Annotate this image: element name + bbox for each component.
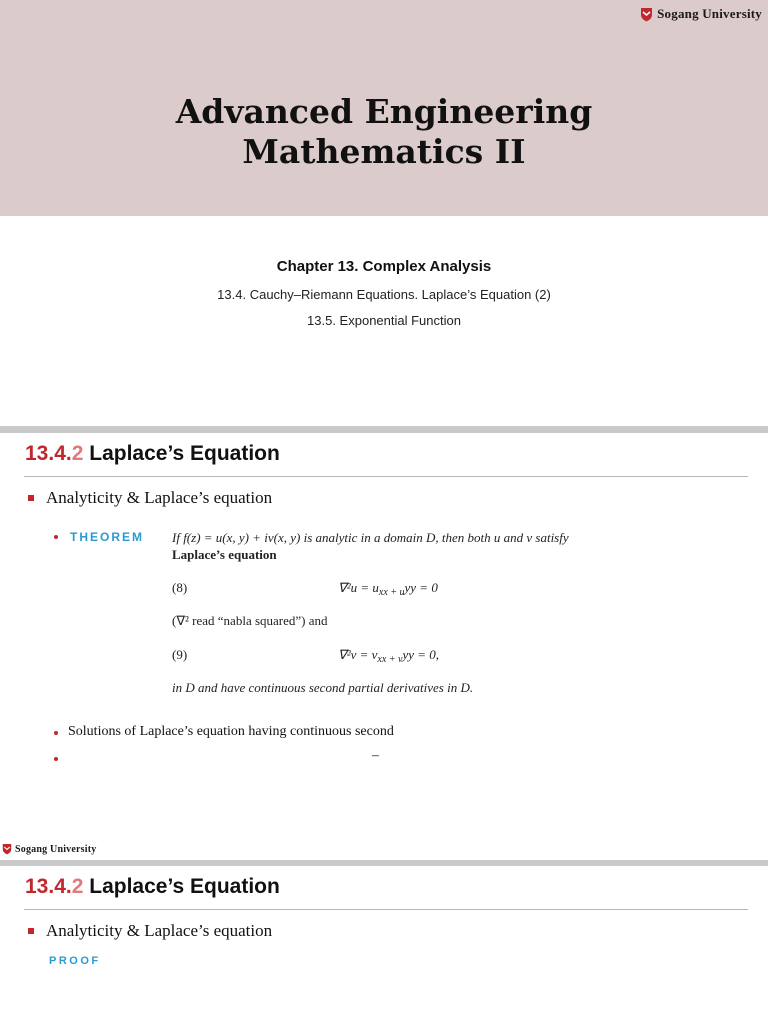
slide-separator (0, 860, 768, 866)
sub-bullet-dot (54, 757, 58, 761)
nabla-note: (∇² read “nabla squared”) and (172, 613, 328, 628)
theorem-conclusion: in D and have continuous second partial derivatives in D. (172, 680, 474, 695)
theorem-box (66, 526, 640, 698)
sub-bullet-dot (54, 535, 58, 539)
chapter-title: Chapter 13. Complex Analysis (276, 258, 492, 275)
university-logo (640, 6, 762, 22)
heading-rule (24, 476, 748, 477)
heading-rule (24, 909, 748, 910)
theorem-label: THEOREM (70, 530, 144, 544)
bullet-square-icon (28, 495, 34, 501)
university-logo-small (2, 843, 96, 855)
slide-separator (0, 426, 768, 433)
dash-text: – (372, 748, 379, 763)
equation-9-number: (9) (172, 647, 188, 662)
shield-icon (2, 843, 12, 855)
bullet-item: Analyticity & Laplace’s equation (28, 921, 272, 941)
university-name: Sogang University (15, 843, 97, 855)
equation-8: $\nabla^2u = u_{xx + u}yy = 0$ (338, 580, 438, 598)
equation-9: $\nabla^2v = v_{xx + v}yy = 0$, (338, 647, 440, 665)
solutions-text: Solutions of Laplace’s equation having continuous second (68, 724, 394, 739)
bullet-item: Analyticity & Laplace’s equation (28, 488, 272, 508)
equation-8-number: (8) (172, 580, 188, 595)
section-subtitle-2: 13.5. Exponential Function (307, 313, 461, 328)
shield-icon (640, 7, 653, 22)
proof-label: PROOF (49, 955, 101, 967)
university-name: Sogang University (657, 6, 762, 21)
section-subtitle-1: 13.4. Cauchy–Riemann Equations. Laplace’s Equation (2) (217, 287, 551, 302)
slide-heading: 13.4.2 Laplace’s Equation (25, 442, 280, 465)
bullet-square-icon (28, 928, 34, 934)
theorem-statement: If f(z) = u(x, y) + iv(x, y) is analytic in a domain D, then both u and v satisfy (172, 530, 569, 545)
sub-bullet-dot (54, 731, 58, 735)
theorem-laplace-label: Laplace’s equation (172, 547, 277, 562)
presentation-title: Advanced Engineering Mathematics II (175, 92, 593, 171)
slide-heading: 13.4.2 Laplace’s Equation (25, 875, 280, 898)
